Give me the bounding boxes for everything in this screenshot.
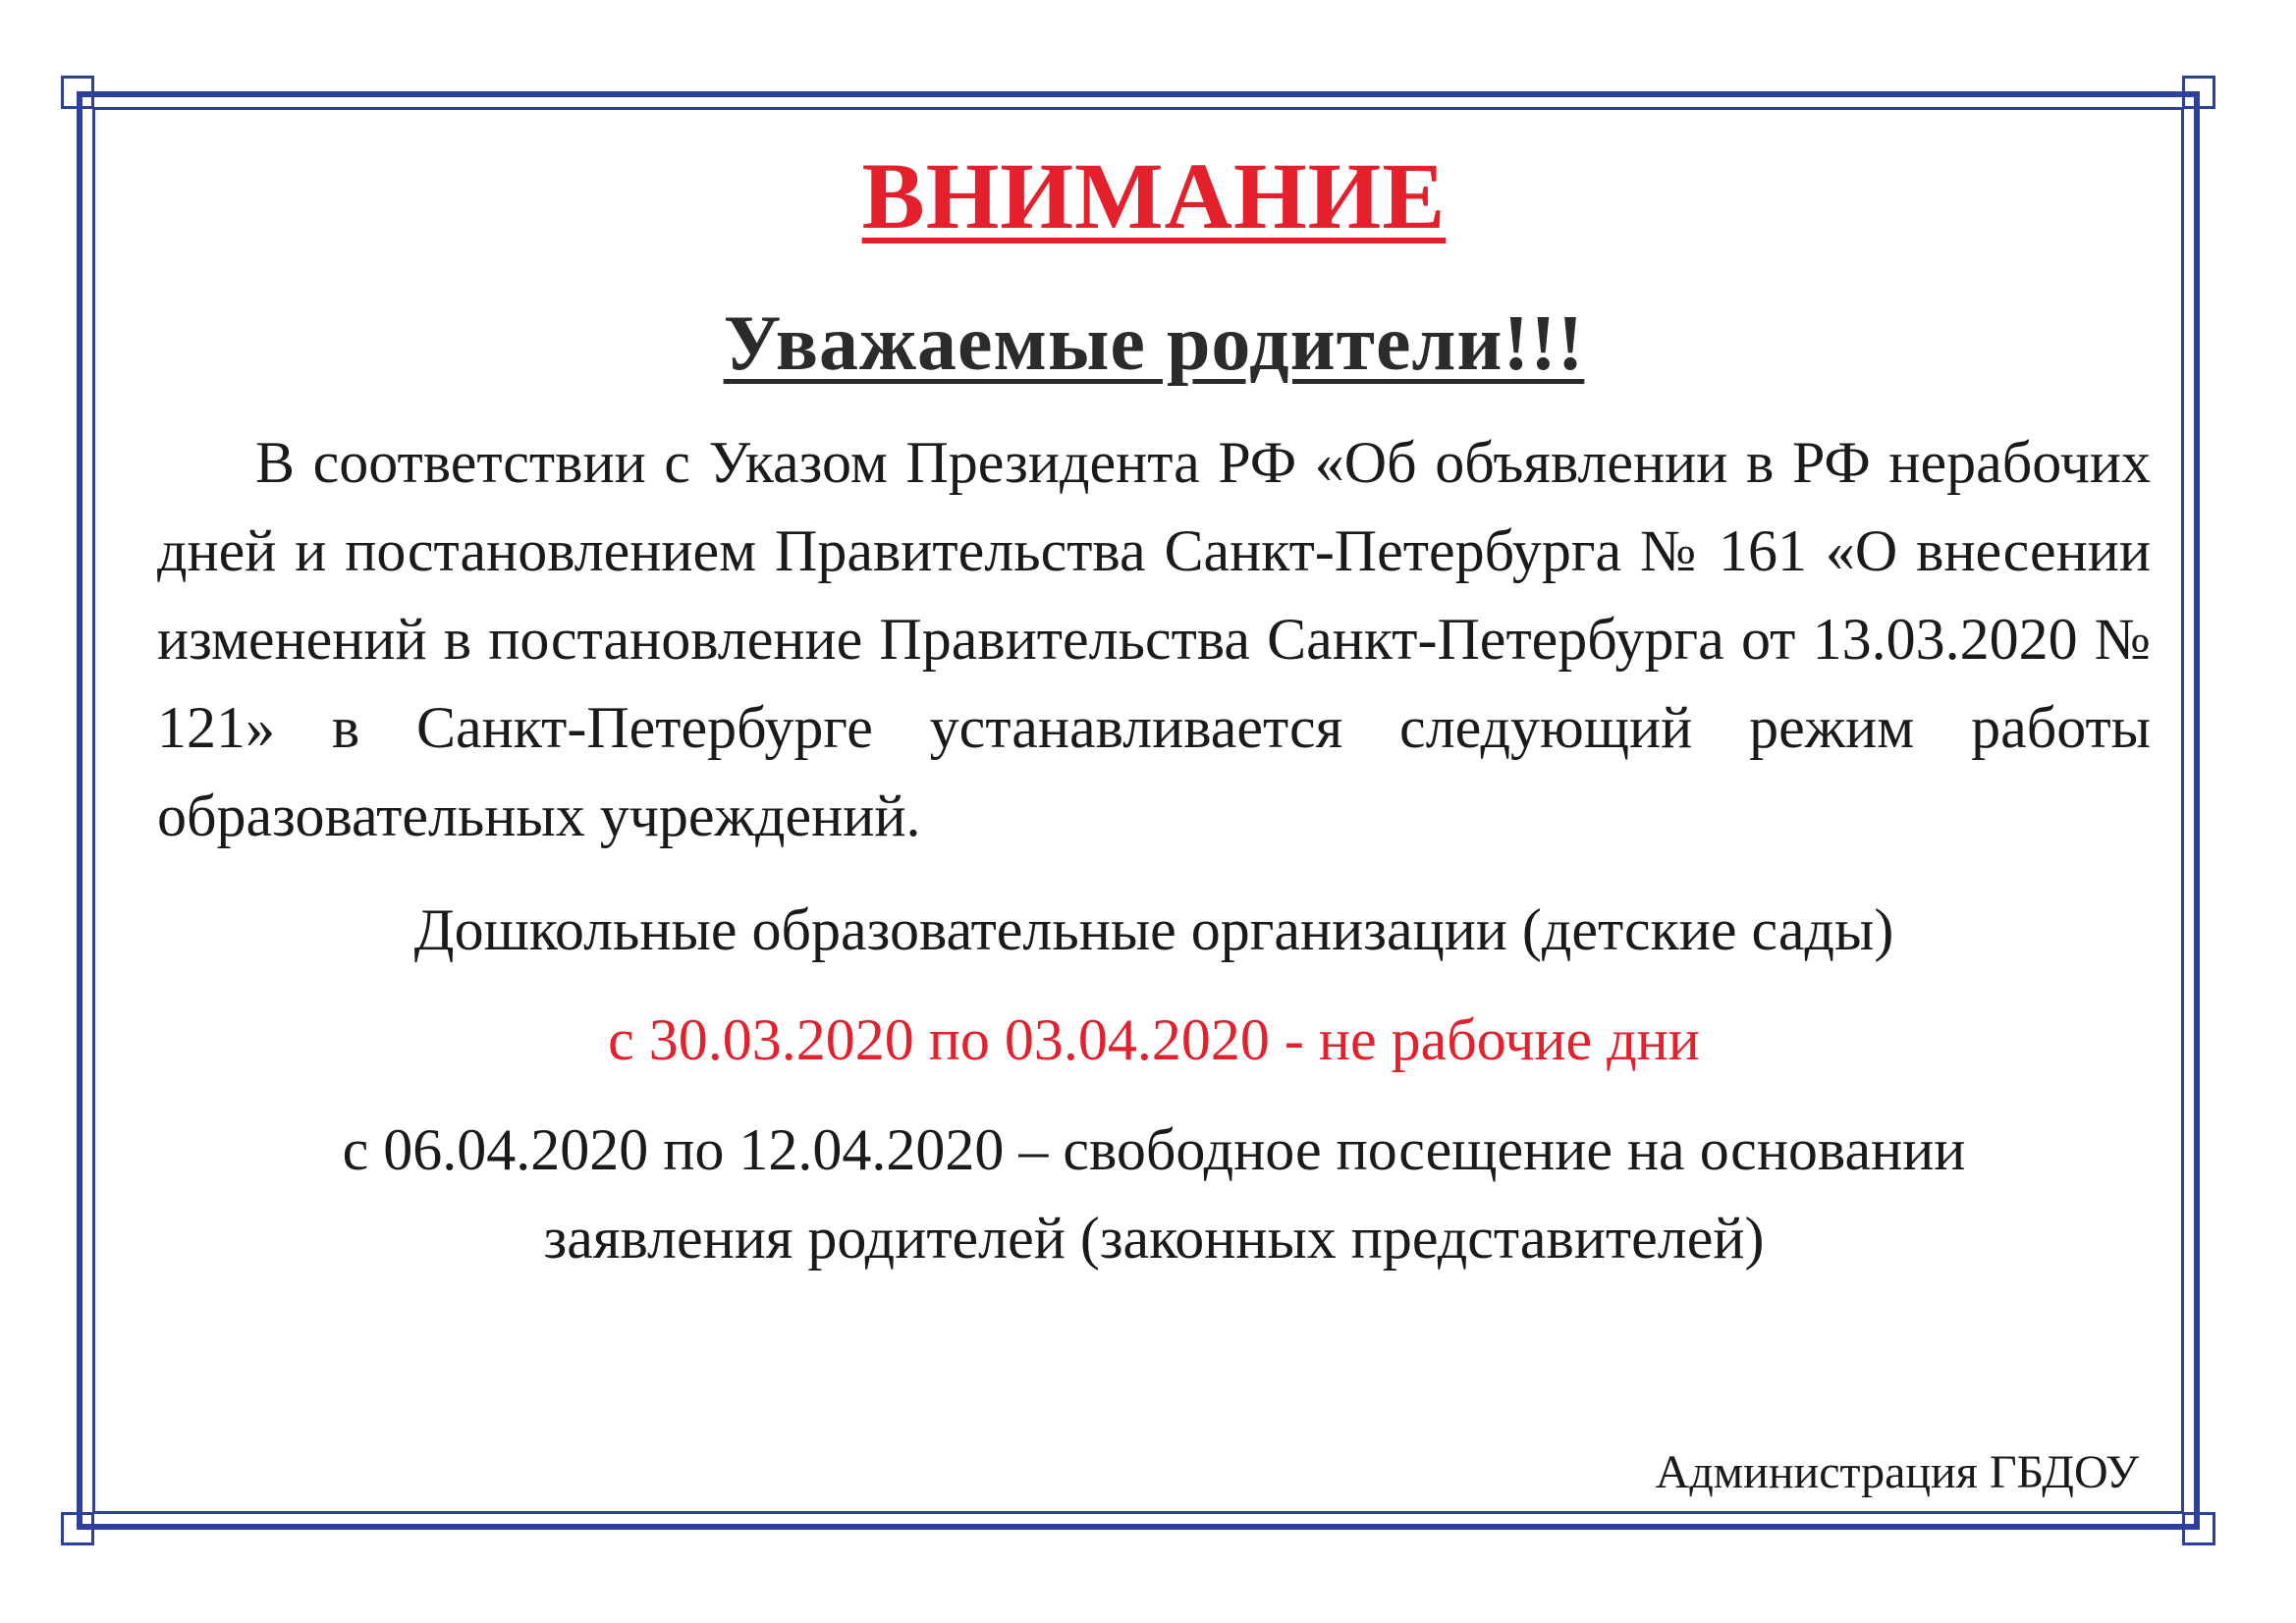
- notice-subheading-text: Уважаемые родители!!!: [723, 300, 1585, 387]
- institutions-line: Дошкольные образовательные организации (детские сады): [413, 897, 1894, 962]
- notice-heading-text: ВНИМАНИЕ: [861, 143, 1447, 248]
- notice-subheading: [157, 295, 2151, 393]
- notice-heading: [157, 137, 2151, 255]
- notice-content: [157, 137, 2151, 1282]
- frame-corner-ornament: [2182, 1512, 2215, 1545]
- free-attendance-line-2: заявления родителей (законных представителей): [543, 1206, 1765, 1271]
- signature-administration: Администрация ГБДОУ: [1655, 1446, 2139, 1498]
- notice-body-paragraph: В соответствии с Указом Президента РФ «Об объявлении в РФ нерабочих дней и постановлением Правительства Санкт-Петербурга № 161 «О внесении изменений в постановление Правительства Санкт-Петербурга от 13.03.2020 № 121» в Санкт-Петербурге устанавливается следующий режим работы образовательных учреждений.: [157, 430, 2151, 848]
- frame-corner-ornament: [2182, 76, 2215, 109]
- free-attendance-line-1: с 06.04.2020 по 12.04.2020 – свободное посещение на основании: [342, 1117, 1966, 1182]
- frame-corner-ornament: [61, 76, 94, 109]
- frame-corner-ornament: [61, 1512, 94, 1545]
- nonworking-days-line: с 30.03.2020 по 03.04.2020 - не рабочие дни: [608, 1007, 1700, 1072]
